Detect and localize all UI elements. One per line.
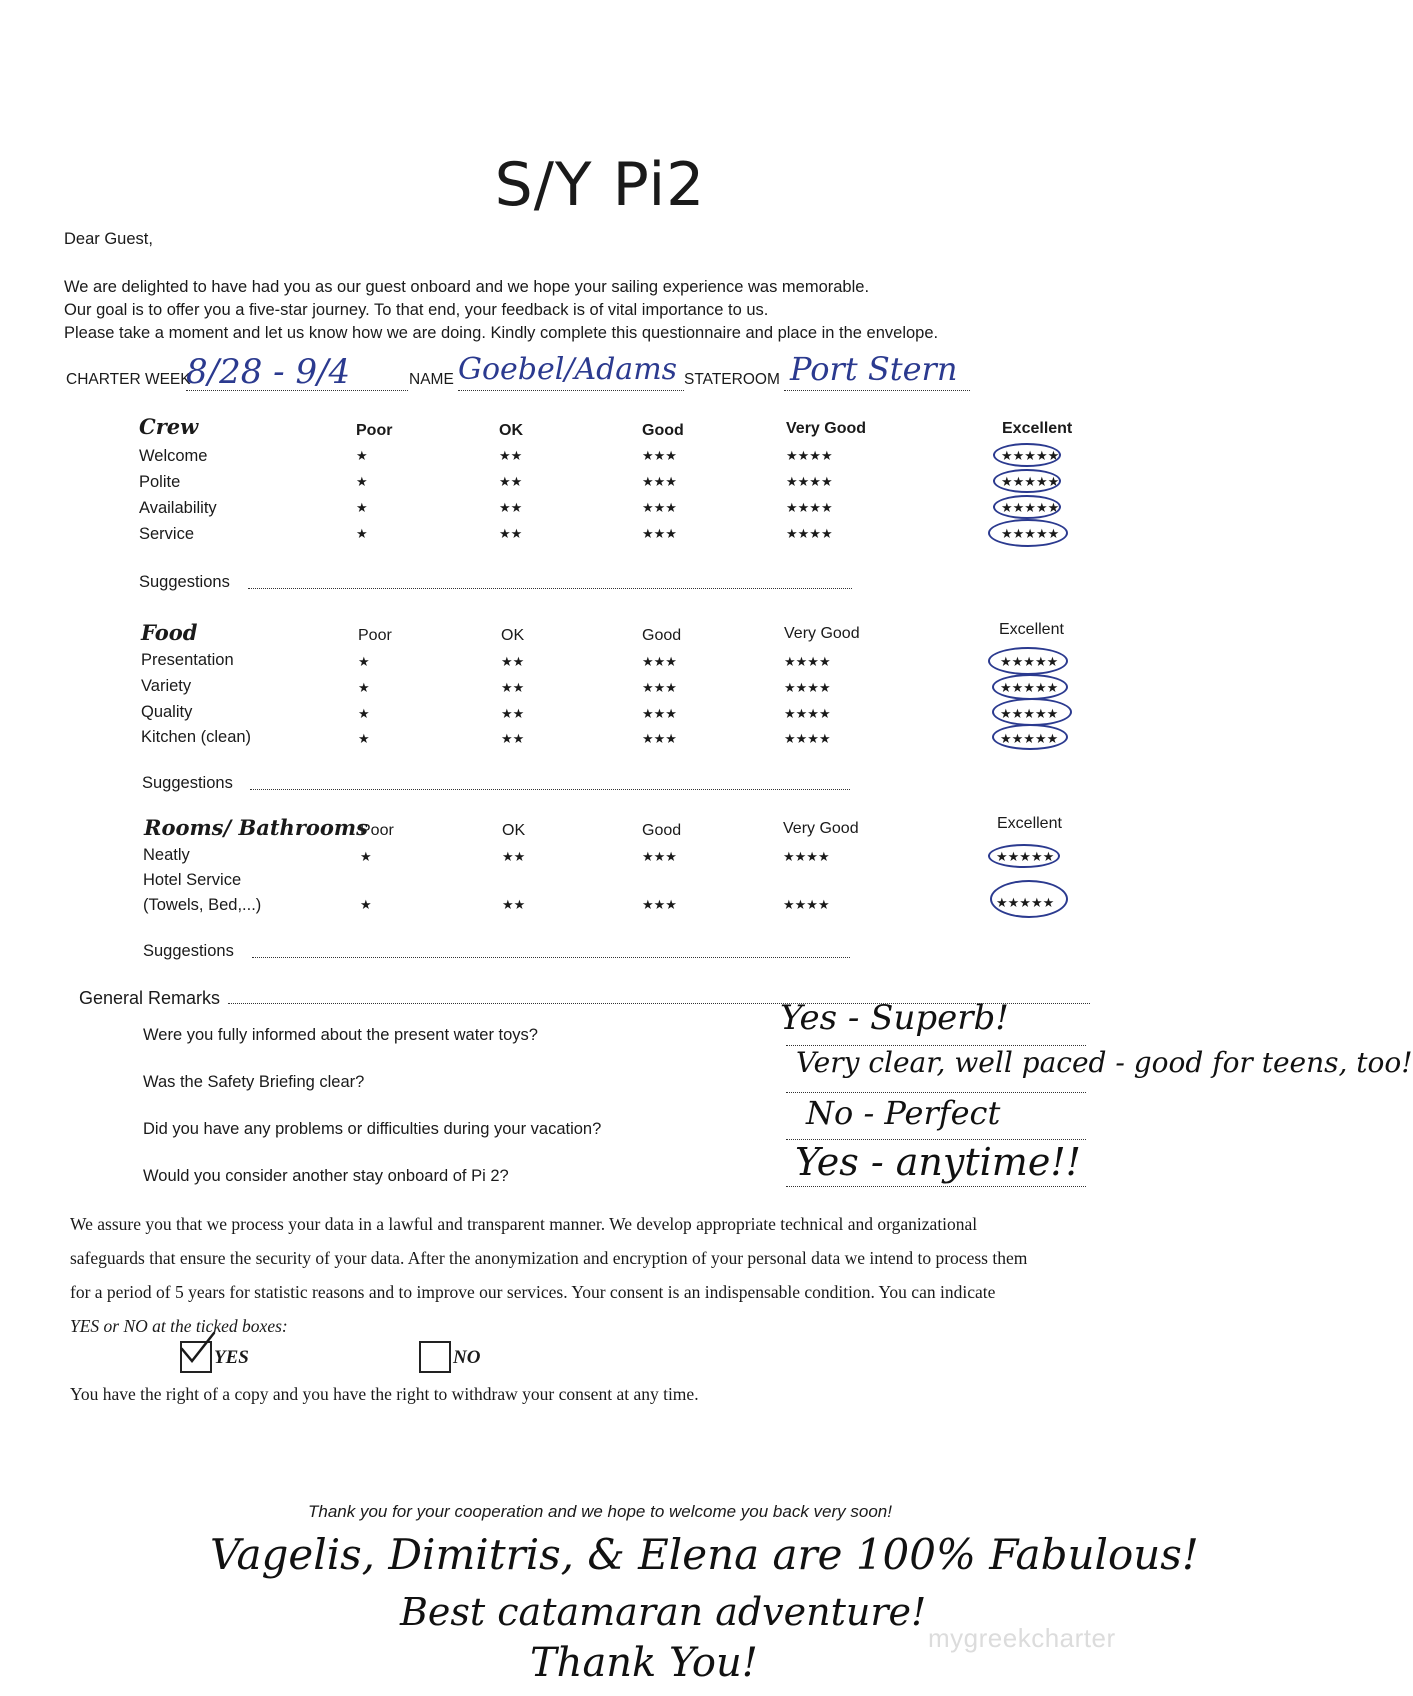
selected-circle <box>993 469 1061 493</box>
rating-option-poor[interactable]: ★ <box>358 732 370 747</box>
rating-option-poor[interactable]: ★ <box>356 449 368 464</box>
crew-item-service: Service <box>139 525 195 543</box>
selected-circle <box>988 844 1060 868</box>
rating-option-excellent[interactable]: ★★★★★ <box>996 896 1055 911</box>
rooms-item-hotel-service: Hotel Service <box>143 871 242 889</box>
rooms-suggestions-label: Suggestions <box>143 942 234 960</box>
intro-line-2: Our goal is to offer you a five-star journey. To that end, your feedback is of vital importance to us. <box>64 301 769 319</box>
consent-no-label: NO <box>453 1347 481 1368</box>
crew-suggestions-label: Suggestions <box>139 573 230 591</box>
rating-option-excellent[interactable]: ★★★★★ <box>1000 707 1059 722</box>
rating-option-poor[interactable]: ★ <box>358 707 370 722</box>
intro-line-3: Please take a moment and let us know how we are doing. Kindly complete this questionnaire and place in the envelope. <box>64 324 939 342</box>
answer-line <box>786 1186 1086 1187</box>
rating-option-good[interactable]: ★★★ <box>642 850 677 865</box>
crew-suggestions-line[interactable] <box>248 588 852 589</box>
rooms-suggestions-line[interactable] <box>252 957 850 958</box>
rating-option-ok[interactable]: ★★ <box>501 681 525 696</box>
legal-line-1: We assure you that we process your data in a lawful and transparent manner. We develop appropriate technical and organizational <box>70 1214 978 1234</box>
watermark-logo: mygreekcharter <box>928 1623 1116 1653</box>
rating-option-very-good[interactable]: ★★★★ <box>784 655 831 670</box>
col-excellent: Excellent <box>999 621 1064 638</box>
section-title-food: Food <box>141 620 198 645</box>
answer-line <box>786 1092 1086 1093</box>
answer-water-toys[interactable]: Yes - Superb! <box>780 998 1009 1038</box>
food-item-quality: Quality <box>141 703 193 721</box>
rating-option-poor[interactable]: ★ <box>358 681 370 696</box>
rating-option-excellent[interactable]: ★★★★★ <box>1001 475 1060 490</box>
col-poor: Poor <box>360 822 394 839</box>
selected-circle <box>992 724 1068 750</box>
col-good: Good <box>642 822 682 839</box>
col-ok: OK <box>499 422 523 439</box>
name-value[interactable]: Goebel/Adams <box>458 352 678 387</box>
rating-option-ok[interactable]: ★★ <box>501 707 525 722</box>
rating-option-excellent[interactable]: ★★★★★ <box>996 850 1055 865</box>
selected-circle <box>993 443 1061 467</box>
legal-line-2: safeguards that ensure the security of your data. After the anonymization and encryption of your personal data we intend to process them <box>70 1248 1028 1268</box>
rating-option-good[interactable]: ★★★ <box>642 707 677 722</box>
rating-option-very-good[interactable]: ★★★★ <box>786 501 833 516</box>
legal-line-3: for a period of 5 years for statistic reasons and to improve our services. Your consent is an indispensable condition. You can indicate <box>70 1282 996 1302</box>
handwritten-note-line-1: Vagelis, Dimitris, & Elena are 100% Fabulous! <box>210 1530 1199 1579</box>
rating-option-ok[interactable]: ★★ <box>501 655 525 670</box>
rating-option-poor[interactable]: ★ <box>360 850 372 865</box>
rating-option-ok[interactable]: ★★ <box>502 850 526 865</box>
food-suggestions-label: Suggestions <box>142 774 233 792</box>
rating-option-good[interactable]: ★★★ <box>642 655 677 670</box>
question-another-stay: Would you consider another stay onboard of Pi 2? <box>143 1167 509 1185</box>
handwritten-note-line-2: Best catamaran adventure! <box>400 1590 927 1634</box>
rating-option-good[interactable]: ★★★ <box>642 527 677 542</box>
rating-option-good[interactable]: ★★★ <box>642 501 677 516</box>
col-very-good: Very Good <box>783 820 859 837</box>
charter-week-label: CHARTER WEEK <box>66 371 191 388</box>
rating-option-poor[interactable]: ★ <box>360 898 372 913</box>
rating-option-poor[interactable]: ★ <box>356 501 368 516</box>
consent-yes-checkbox[interactable] <box>180 1341 212 1373</box>
rating-option-excellent[interactable]: ★★★★★ <box>1001 449 1060 464</box>
col-very-good: Very Good <box>786 420 867 437</box>
rooms-item-neatly: Neatly <box>143 846 190 864</box>
rating-option-very-good[interactable]: ★★★★ <box>784 732 831 747</box>
selected-circle <box>992 674 1068 700</box>
withdraw-consent-text: You have the right of a copy and you have the right to withdraw your consent at any time. <box>70 1384 699 1404</box>
section-title-crew: Crew <box>139 414 199 439</box>
col-good: Good <box>642 627 682 644</box>
stateroom-value[interactable]: Port Stern <box>790 350 958 388</box>
col-excellent: Excellent <box>997 815 1062 832</box>
rating-option-ok[interactable]: ★★ <box>499 449 523 464</box>
rating-option-very-good[interactable]: ★★★★ <box>783 850 830 865</box>
intro-line-1: We are delighted to have had you as our guest onboard and we hope your sailing experience was memorable. <box>64 278 870 296</box>
rating-option-excellent[interactable]: ★★★★★ <box>1000 681 1059 696</box>
crew-item-availability: Availability <box>139 499 217 517</box>
rating-option-very-good[interactable]: ★★★★ <box>784 707 831 722</box>
stateroom-label: STATEROOM <box>684 371 780 388</box>
answer-another-stay[interactable]: Yes - anytime!! <box>795 1140 1081 1184</box>
selected-circle <box>990 880 1068 918</box>
stateroom-line <box>784 390 970 391</box>
rooms-item-towels-bed: (Towels, Bed,...) <box>143 896 262 914</box>
food-item-kitchen-clean: Kitchen (clean) <box>141 728 252 746</box>
rating-option-excellent[interactable]: ★★★★★ <box>1001 527 1060 542</box>
rating-option-very-good[interactable]: ★★★★ <box>783 898 830 913</box>
rating-option-ok[interactable]: ★★ <box>499 475 523 490</box>
name-line <box>458 390 684 391</box>
rating-option-very-good[interactable]: ★★★★ <box>786 527 833 542</box>
rating-option-ok[interactable]: ★★ <box>502 898 526 913</box>
rating-option-very-good[interactable]: ★★★★ <box>784 681 831 696</box>
question-problems: Did you have any problems or difficulties during your vacation? <box>143 1120 602 1138</box>
rating-option-very-good[interactable]: ★★★★ <box>786 449 833 464</box>
greeting: Dear Guest, <box>64 230 153 248</box>
rating-option-excellent[interactable]: ★★★★★ <box>1001 501 1060 516</box>
rating-option-excellent[interactable]: ★★★★★ <box>1000 655 1059 670</box>
rating-option-very-good[interactable]: ★★★★ <box>786 475 833 490</box>
selected-circle <box>993 495 1061 519</box>
col-good: Good <box>642 422 684 439</box>
rating-option-poor[interactable]: ★ <box>356 527 368 542</box>
charter-week-value[interactable]: 8/28 - 9/4 <box>186 352 351 392</box>
rating-option-poor[interactable]: ★ <box>356 475 368 490</box>
rating-option-ok[interactable]: ★★ <box>499 527 523 542</box>
selected-circle <box>992 698 1072 726</box>
section-title-rooms-bathrooms: Rooms/ Bathrooms <box>144 815 368 840</box>
food-item-presentation: Presentation <box>141 651 234 669</box>
col-ok: OK <box>501 627 525 644</box>
rating-option-good[interactable]: ★★★ <box>642 475 677 490</box>
rating-option-good[interactable]: ★★★ <box>642 449 677 464</box>
col-excellent: Excellent <box>1002 420 1073 437</box>
rating-option-ok[interactable]: ★★ <box>499 501 523 516</box>
food-suggestions-line[interactable] <box>250 789 850 790</box>
col-very-good: Very Good <box>784 625 860 642</box>
rating-option-good[interactable]: ★★★ <box>642 898 677 913</box>
rating-option-ok[interactable]: ★★ <box>501 732 525 747</box>
selected-circle <box>988 647 1068 675</box>
name-label: NAME <box>409 371 454 388</box>
col-ok: OK <box>502 822 526 839</box>
answer-safety-briefing[interactable]: Very clear, well paced - good for teens, too! <box>796 1046 1413 1079</box>
col-poor: Poor <box>358 627 392 644</box>
col-poor: Poor <box>356 422 393 439</box>
food-item-variety: Variety <box>141 677 192 695</box>
crew-item-welcome: Welcome <box>139 447 208 465</box>
rating-option-good[interactable]: ★★★ <box>642 732 677 747</box>
handwritten-note-line-3: Thank You! <box>530 1640 758 1686</box>
crew-item-polite: Polite <box>139 473 181 491</box>
question-water-toys: Were you fully informed about the present water toys? <box>143 1026 538 1044</box>
answer-problems[interactable]: No - Perfect <box>806 1094 1001 1132</box>
legal-line-4: YES or NO at the ticked boxes: <box>70 1316 288 1336</box>
rating-option-poor[interactable]: ★ <box>358 655 370 670</box>
selected-circle <box>988 519 1068 547</box>
consent-yes-label: YES <box>214 1347 249 1368</box>
checkmark-icon <box>178 1331 218 1369</box>
consent-no-checkbox[interactable] <box>419 1341 451 1373</box>
rating-option-good[interactable]: ★★★ <box>642 681 677 696</box>
general-remarks-label: General Remarks <box>79 988 221 1008</box>
document-title: S/Y Pi2 <box>494 150 706 220</box>
question-safety-briefing: Was the Safety Briefing clear? <box>143 1073 365 1091</box>
thank-you-text: Thank you for your cooperation and we hope to welcome you back very soon! <box>307 1502 892 1521</box>
rating-option-excellent[interactable]: ★★★★★ <box>1000 732 1059 747</box>
